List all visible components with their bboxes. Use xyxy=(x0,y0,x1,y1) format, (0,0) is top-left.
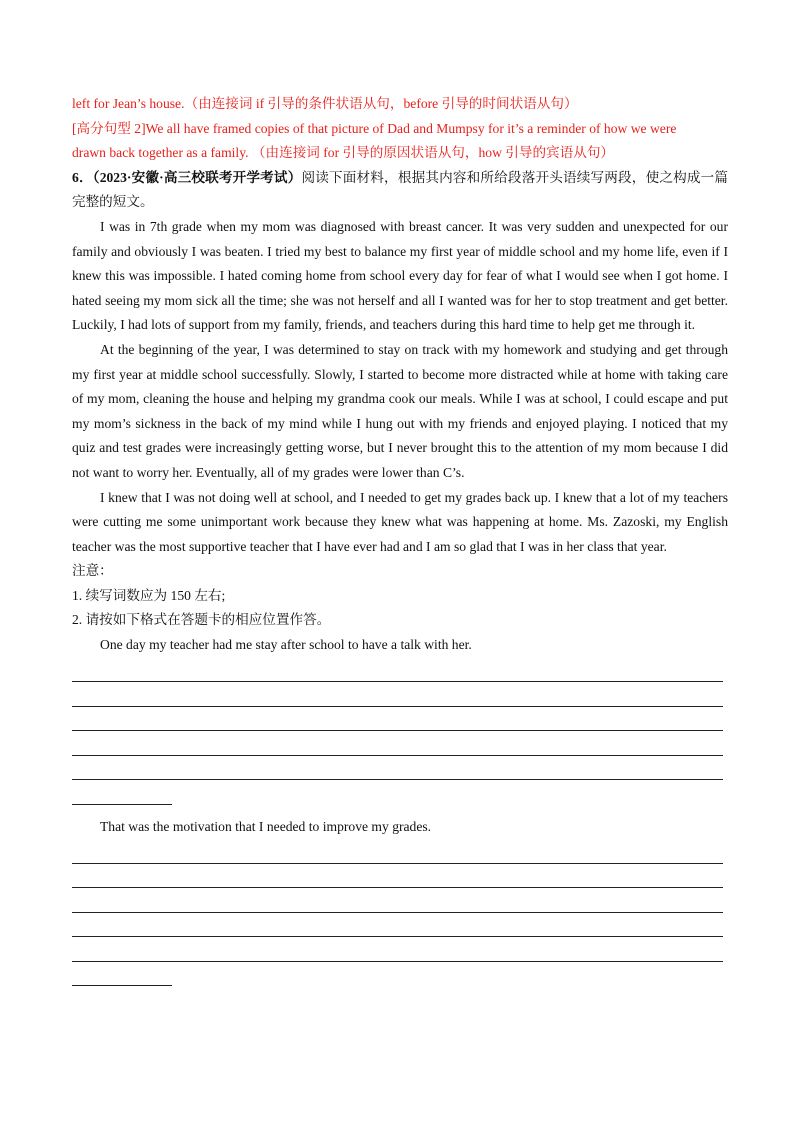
answer-line[interactable] xyxy=(72,682,723,707)
notes-item-1: 1. 续写词数应为 150 左右; xyxy=(72,587,226,603)
question-source: （2023·安徽·高三校联考开学考试） xyxy=(92,169,302,185)
question-header xyxy=(72,166,728,215)
question-instruction: 阅读下面材料，根据其内容和所给段落开头语续写两段，使之构成一篇完整的短文。 xyxy=(72,169,728,210)
answer-line[interactable] xyxy=(72,756,723,781)
answer-lines-2 xyxy=(72,839,728,986)
answer-line[interactable] xyxy=(72,913,723,938)
red-note-line-2: [高分句型 2]We all have framed copies of that picture of Dad and Mumpsy for it’s a reminder of how we were xyxy=(72,120,677,136)
red-note-line-1: left for Jean’s house.（由连接词 if 引导的条件状语从句，before 引导的时间状语从句） xyxy=(72,96,578,111)
answer-line[interactable] xyxy=(72,888,723,913)
question-number: 6． xyxy=(72,169,93,185)
paragraph-starter-2: That was the motivation that I needed to improve my grades. xyxy=(100,818,432,834)
answer-line[interactable] xyxy=(72,658,723,683)
answer-line[interactable] xyxy=(72,707,723,732)
answer-line[interactable] xyxy=(72,937,723,962)
document-page xyxy=(72,92,728,986)
red-note-line-3: drawn back together as a family. （由连接词 for 引导的原因状语从句，how 引导的宾语从句） xyxy=(72,145,615,161)
answer-lines-1 xyxy=(72,658,728,805)
notes-item-2: 2. 请按如下格式在答题卡的相应位置作答。 xyxy=(72,612,331,628)
answer-line[interactable] xyxy=(72,731,723,756)
passage-paragraph-3: I knew that I was not doing well at school, and I needed to get my grades back up. I knew that a lot of my teachers were cutting me some unimportant work because they knew what was happening at home. Ms. Zazoski, my English teacher was the most supportive teacher that I have ever had and I am so glad that I was in her class that year. xyxy=(72,489,728,554)
passage-paragraph-1: I was in 7th grade when my mom was diagnosed with breast cancer. It was very sudden and unexpected for our family and obviously I was beaten. I tried my best to balance my first year of middle school and my home life, even if I knew this was impossible. I hated coming home from school every day for fear of what I would see when I got home. I hated seeing my mom sick all the time; she was not herself and all I wanted was for her to stop treatment and get better. Luckily, I had lots of support from my family, friends, and teachers during this hard time to help get me through it. xyxy=(72,218,728,333)
paragraph-starter-1: One day my teacher had me stay after school to have a talk with her. xyxy=(100,637,472,653)
answer-line-short[interactable] xyxy=(72,962,172,987)
notes-title: 注意： xyxy=(72,563,113,579)
answer-line-short[interactable] xyxy=(72,780,172,805)
passage-paragraph-2: At the beginning of the year, I was determined to stay on track with my homework and studying and get through my first year at middle school successfully. Slowly, I started to become more distracted while at home with taking care of my mom, cleaning the house and helping my grandma cook our meals. While I was at school, I could escape and put my mom’s sickness in the back of my mind while I hung out with my friends and enjoyed playing. I noticed that my quiz and test grades were increasingly getting worse, but I never brought this to the attention of my mom because I did not want to worry her. Eventually, all of my grades were lower than C’s. xyxy=(72,341,728,480)
answer-line[interactable] xyxy=(72,839,723,864)
answer-line[interactable] xyxy=(72,864,723,889)
